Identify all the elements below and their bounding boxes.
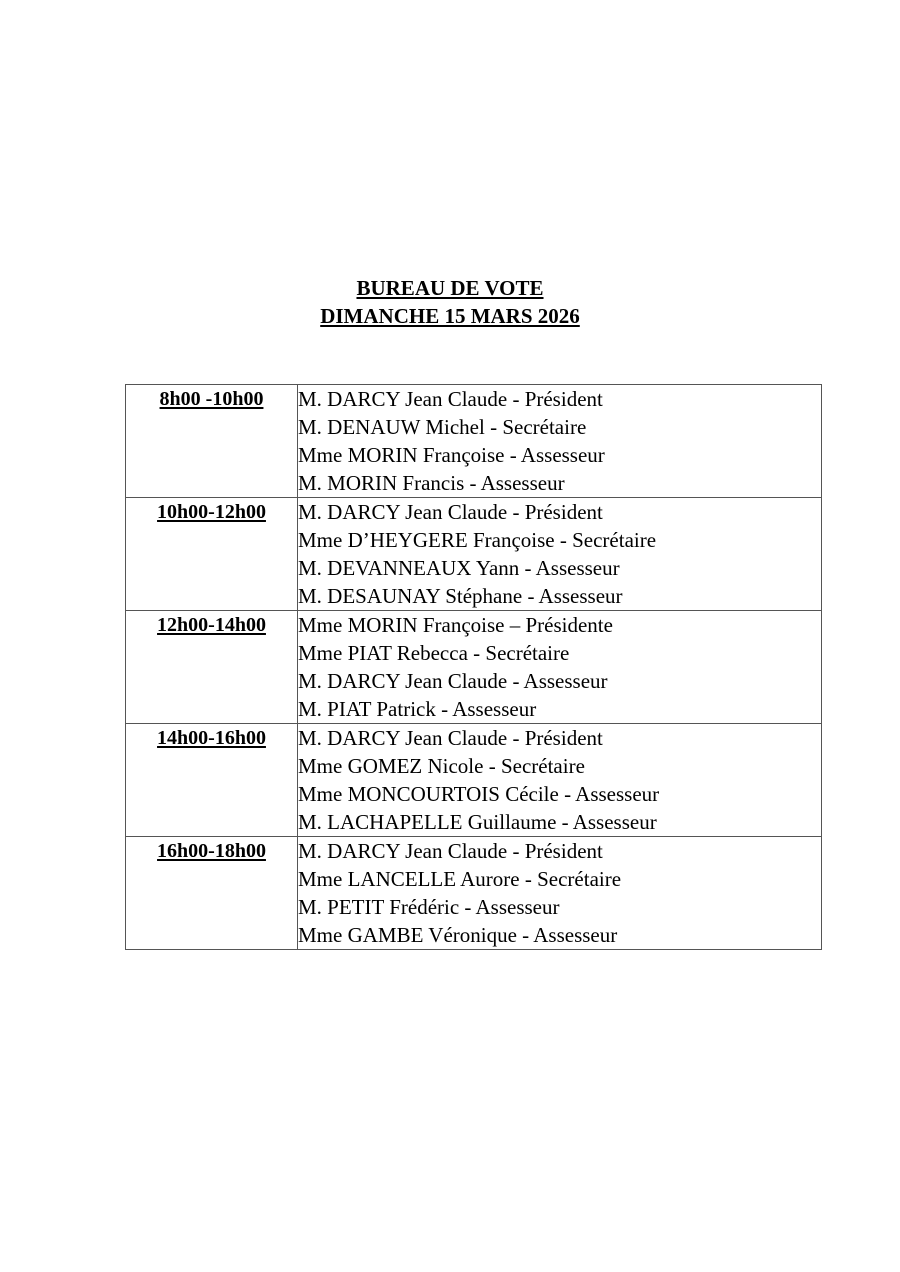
member-entry: M. PIAT Patrick - Assesseur xyxy=(298,697,537,721)
member-entry: M. MORIN Francis - Assesseur xyxy=(298,471,565,495)
table-row xyxy=(126,724,822,837)
table-row xyxy=(126,837,822,950)
members-cell xyxy=(298,611,822,724)
member-entry: Mme D’HEYGERE Françoise - Secrétaire xyxy=(298,528,657,552)
member-entry: M. DARCY Jean Claude - Président xyxy=(298,500,603,524)
member-entry: Mme GOMEZ Nicole - Secrétaire xyxy=(298,754,585,778)
member-entry: M. LACHAPELLE Guillaume - Assesseur xyxy=(298,810,657,834)
time-slot-label: 14h00-16h00 xyxy=(157,727,266,749)
member-entry: M. DARCY Jean Claude - Président xyxy=(298,726,603,750)
time-slot-cell xyxy=(126,837,298,950)
member-entry: Mme GAMBE Véronique - Assesseur xyxy=(298,923,618,947)
title-line-2: DIMANCHE 15 MARS 2026 xyxy=(320,304,580,328)
members-cell xyxy=(298,498,822,611)
time-slot-label: 10h00-12h00 xyxy=(157,501,266,523)
document-title xyxy=(0,274,900,330)
member-entry: M. DEVANNEAUX Yann - Assesseur xyxy=(298,556,620,580)
member-entry: M. DENAUW Michel - Secrétaire xyxy=(298,415,587,439)
time-slot-label: 12h00-14h00 xyxy=(157,614,266,636)
member-entry: M. DARCY Jean Claude - Assesseur xyxy=(298,669,608,693)
time-slot-label: 8h00 -10h00 xyxy=(159,388,264,410)
member-entry: M. DARCY Jean Claude - Président xyxy=(298,387,603,411)
member-entry: Mme PIAT Rebecca - Secrétaire xyxy=(298,641,570,665)
time-slot-cell xyxy=(126,385,298,498)
time-slot-cell xyxy=(126,611,298,724)
members-cell xyxy=(298,724,822,837)
member-entry: M. DESAUNAY Stéphane - Assesseur xyxy=(298,584,623,608)
time-slot-cell xyxy=(126,498,298,611)
time-slot-label: 16h00-18h00 xyxy=(157,840,266,862)
member-entry: Mme MORIN Françoise – Présidente xyxy=(298,613,613,637)
members-cell xyxy=(298,385,822,498)
time-slot-cell xyxy=(126,724,298,837)
member-entry: M. PETIT Frédéric - Assesseur xyxy=(298,895,560,919)
table-row xyxy=(126,385,822,498)
member-entry: Mme MONCOURTOIS Cécile - Assesseur xyxy=(298,782,660,806)
table-row xyxy=(126,498,822,611)
title-line-1: BUREAU DE VOTE xyxy=(356,276,544,300)
member-entry: M. DARCY Jean Claude - Président xyxy=(298,839,603,863)
members-cell xyxy=(298,837,822,950)
member-entry: Mme MORIN Françoise - Assesseur xyxy=(298,443,605,467)
schedule-table xyxy=(125,384,822,950)
table-row xyxy=(126,611,822,724)
member-entry: Mme LANCELLE Aurore - Secrétaire xyxy=(298,867,622,891)
